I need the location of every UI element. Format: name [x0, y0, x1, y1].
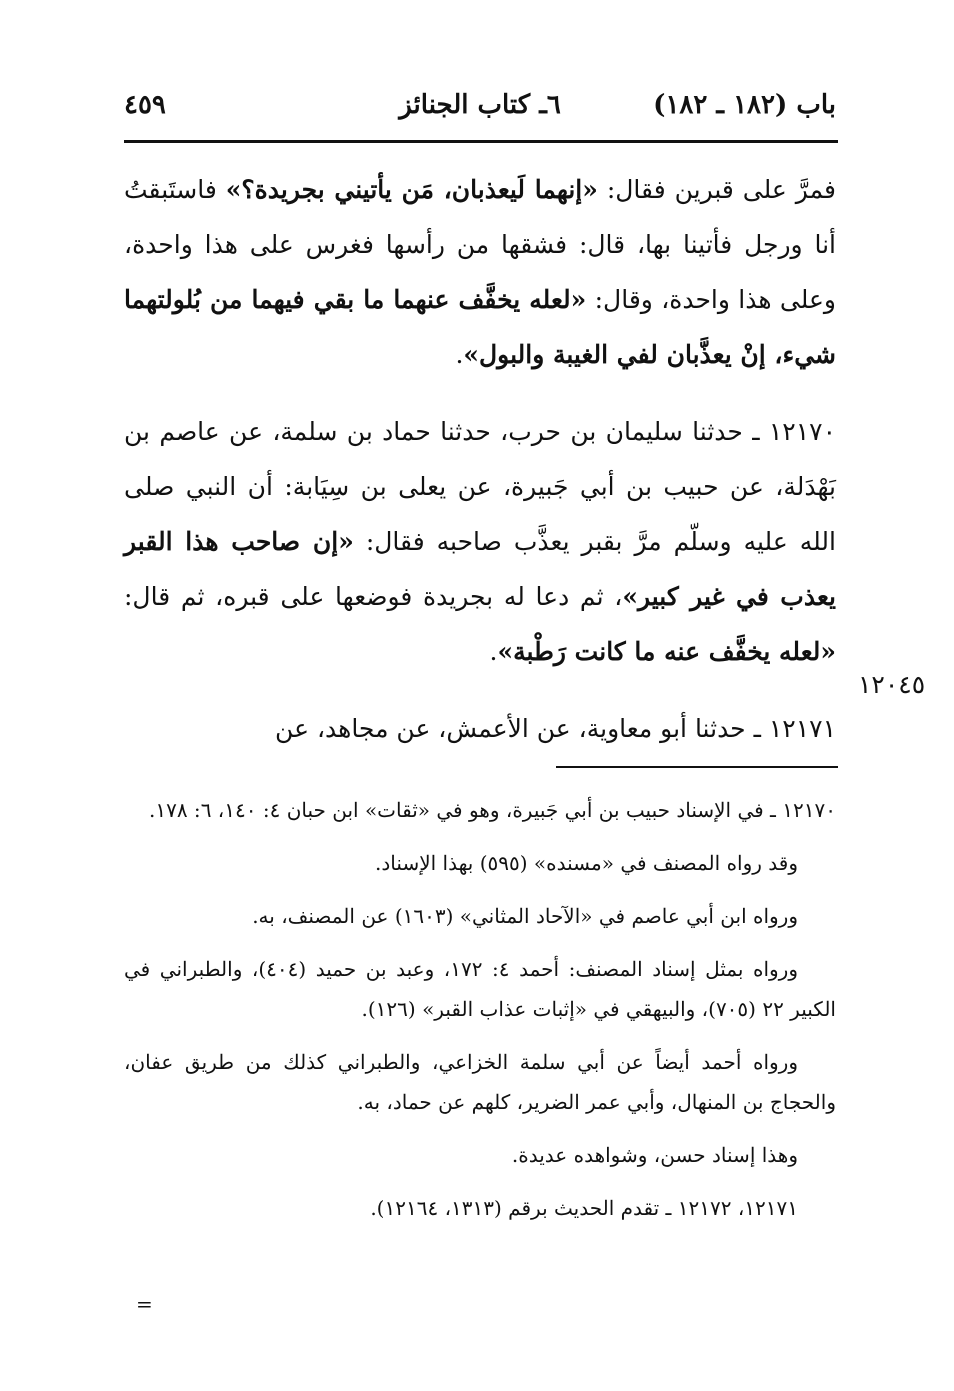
prophetic-quote: «إن صاحب هذا القبر يعذب في غير كبير» — [124, 527, 836, 611]
header-rule — [124, 140, 838, 143]
text-run: ١٢١٧٠ ـ حدثنا سليمان بن حرب، حدثنا حماد بن سلمة، عن عاصم بن بَهْدَلة، عن حبيب بن أبي جَبيرة، عن يعلى بن سِيَابة: أن النبي صلى الله عليه وسلّم مرَّ بقبر يعذَّب صاحبه فقال: — [124, 417, 836, 556]
footnote-separator — [556, 766, 838, 768]
footnote: ١٢١٧٠ ـ في الإسناد حبيب بن أبي جَبيرة، وهو في «ثقات» ابن حبان ٤: ١٤٠، ٦: ١٧٨. — [148, 798, 836, 822]
footnote: ١٢١٧١، ١٢١٧٢ ـ تقدم الحديث برقم (١٣١٣، ١٢١٦٤). — [370, 1196, 798, 1220]
text-run: . — [455, 340, 464, 369]
chapter-heading: باب (١٨٢ ـ ١٨٢) — [653, 90, 836, 120]
text-run: فاستَبقتُ أنا ورجل فأتينا بها، قال: فشقها من رأسها فغرس على هذا واحدة، وعلى هذا واحدة، وقال: — [124, 175, 837, 314]
text-run: ، ثم دعا له بجريدة فوضعها على قبره، ثم قال: — [124, 582, 623, 611]
prophetic-quote: «لعله يخفَّف عنهما ما بقي فيهما من بُلولتهما شيء، إنْ يعذَّبان لفي الغيبة والبول» — [124, 285, 836, 369]
page-number: ٤٥٩ — [124, 90, 166, 120]
footnote: ورواه بمثل إسناد المصنف: أحمد ٤: ١٧٢، وعبد بن حميد (٤٠٤)، والطبراني في الكبير ٢٢ (٧٠٥)، والبيهقي في «إثبات عذاب القبر» (١٢٦). — [124, 957, 836, 1021]
running-header — [124, 84, 836, 128]
footnotes — [124, 790, 836, 1241]
text-run: . — [489, 637, 498, 666]
text-run: فمرَّ على قبرين فقال: — [597, 175, 836, 204]
book-title: ٦ـ كتاب الجنائز — [399, 90, 561, 120]
paragraph-hadith-12170 — [124, 404, 836, 679]
paragraph-hadith-continuation — [124, 162, 836, 382]
prophetic-quote: «لعله يخفَّف عنه ما كانت رَطْبة» — [497, 637, 836, 666]
paragraph-hadith-12171: ١٢١٧١ ـ حدثنا أبو معاوية، عن الأعمش، عن مجاهد، عن — [275, 714, 836, 743]
footnote: ورواه أحمد أيضاً عن أبي سلمة الخزاعي، والطبراني كذلك من طريق عفان، والحجاج بن المنهال، وأبي عمر الضرير، كلهم عن حماد، به. — [124, 1050, 836, 1114]
margin-reference-number: ١٢٠٤٥ — [858, 670, 926, 699]
main-text — [124, 162, 836, 756]
footnote: ورواه ابن أبي عاصم في «الآحاد المثاني» (١٦٠٣) عن المصنف، به. — [252, 904, 798, 928]
prophetic-quote: «إنهما لَيعذبان، مَن يأتيني بجريدة؟» — [225, 175, 598, 204]
footnote: وهذا إسناد حسن، وشواهده عديدة. — [511, 1143, 798, 1167]
continuation-mark: = — [136, 1292, 153, 1316]
footnote: وقد رواه المصنف في «مسنده» (٥٩٥) بهذا الإسناد. — [375, 851, 798, 875]
